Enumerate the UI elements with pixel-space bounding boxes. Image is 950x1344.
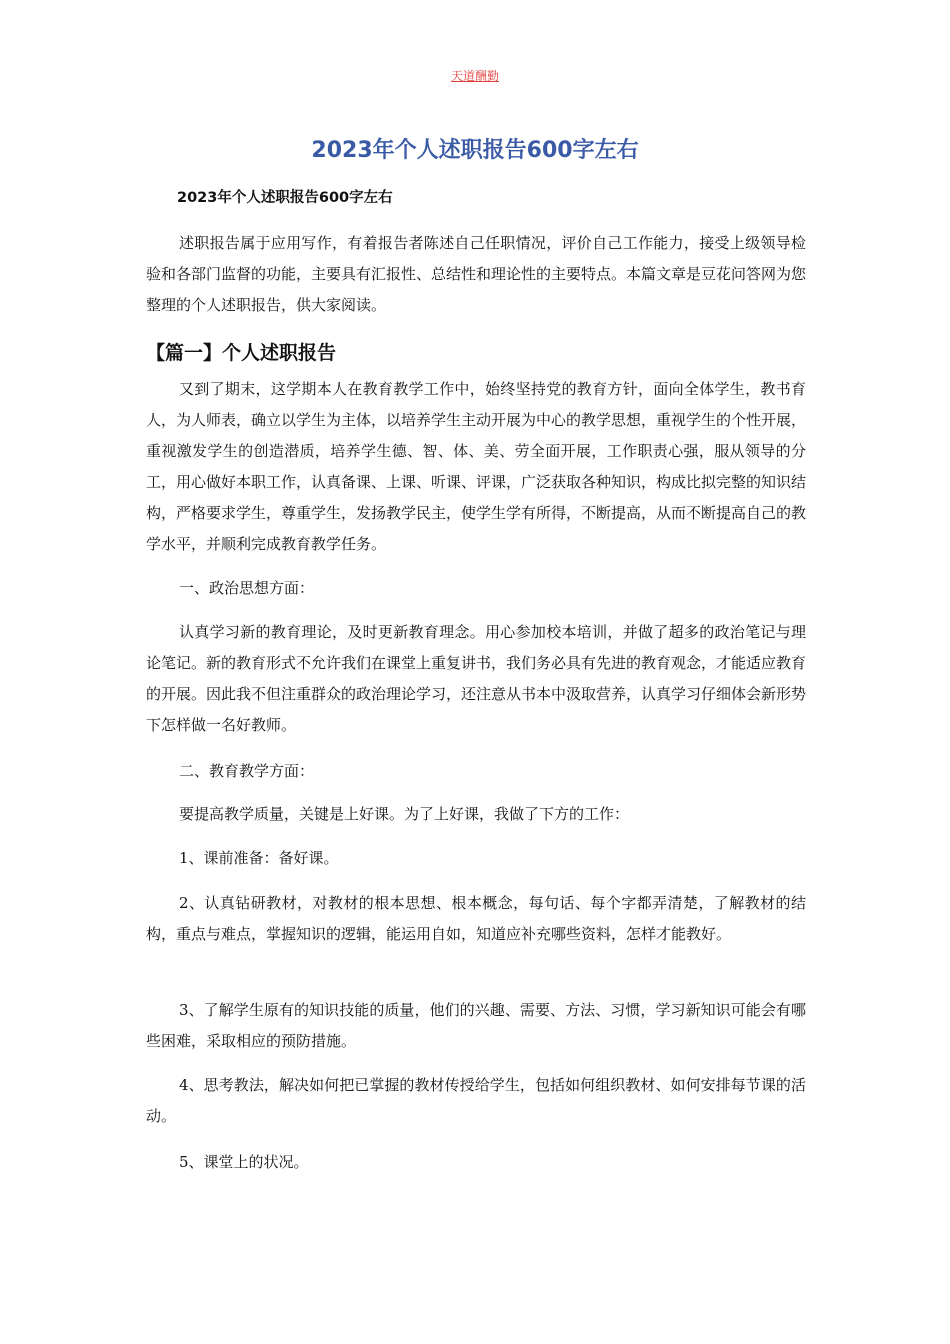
list-item-1: 1、课前准备：备好课。 <box>179 849 339 867</box>
document-title: 2023年个人述职报告600字左右 <box>311 138 639 163</box>
body-paragraph-3: 要提高教学质量，关键是上好课。为了上好课，我做了下方的工作： <box>179 805 630 823</box>
list-item-5: 5、课堂上的状况。 <box>179 1153 309 1171</box>
list-item-3: 3、了解学生原有的知识技能的质量，他们的兴趣、需要、方法、习惯，学习新知识可能会有哪些困难，采取相应的预防措施。 <box>146 1001 806 1050</box>
body-paragraph-1: 又到了期末，这学期本人在教育教学工作中，始终坚持党的教育方针，面向全体学生，教书育人，为人师表，确立以学生为主体，以培养学生主动开展为中心的教学思想，重视学生的个性开展，重视激发学生的创造潜质，培养学生德、智、体、美、劳全面开展，工作职责心强，服从领导的分工，用心做好本职工作，认真备课、上课、听课、评课，广泛获取各种知识，构成比拟完整的知识结构，严格要求学生，尊重学生，发扬教学民主，使学生学有所得，不断提高，从而不断提高自己的教学水平，并顺利完成教育教学任务。 <box>146 380 807 553</box>
document-subtitle: 2023年个人述职报告600字左右 <box>177 190 393 206</box>
subheading-politics: 一、政治思想方面： <box>179 579 315 597</box>
header-site-link[interactable]: 天道酬勤 <box>450 69 499 83</box>
section-heading: 【篇一】个人述职报告 <box>146 342 337 364</box>
list-item-2: 2、认真钻研教材，对教材的根本思想、根本概念，每句话、每个字都弄清楚，了解教材的结构，重点与难点，掌握知识的逻辑，能运用自如，知道应补充哪些资料，怎样才能教好。 <box>146 894 806 943</box>
intro-paragraph: 述职报告属于应用写作，有着报告者陈述自己任职情况，评价自己工作能力，接受上级领导检验和各部门监督的功能，主要具有汇报性、总结性和理论性的主要特点。本篇文章是豆花问答网为您整理的个人述职报告，供大家阅读。 <box>146 234 807 314</box>
list-item-4: 4、思考教法，解决如何把已掌握的教材传授给学生，包括如何组织教材、如何安排每节课的活动。 <box>146 1076 806 1125</box>
body-paragraph-2: 认真学习新的教育理论，及时更新教育理念。用心参加校本培训，并做了超多的政治笔记与理论笔记。新的教育形式不允许我们在课堂上重复讲书，我们务必具有先进的教育观念，才能适应教育的开展。因此我不但注重群众的政治理论学习，还注意从书本中汲取营养，认真学习仔细体会新形势下怎样做一名好教师。 <box>146 623 807 734</box>
subheading-teaching: 二、教育教学方面： <box>179 762 315 780</box>
